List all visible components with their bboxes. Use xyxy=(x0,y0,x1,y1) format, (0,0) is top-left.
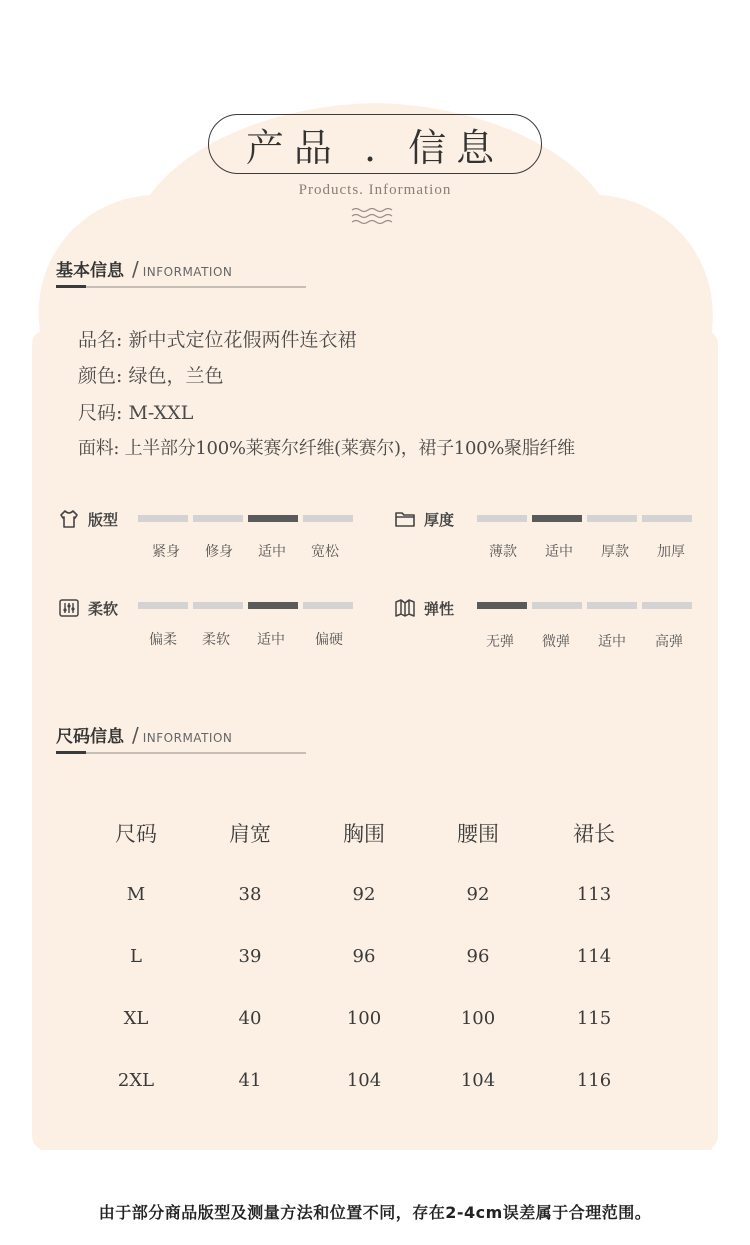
scale-bar xyxy=(193,602,243,609)
scale-option: 适中 xyxy=(258,544,286,560)
scale-option: 无弹 xyxy=(486,634,514,650)
table-cell: 100 xyxy=(346,1008,382,1029)
table-header: 肩宽 xyxy=(229,822,271,846)
info-value: 上半部分100%莱赛尔纤维(莱赛尔)，裙子100%聚脂纤维 xyxy=(124,438,575,459)
info-value: 新中式定位花假两件连衣裙 xyxy=(128,329,357,351)
scale-option: 宽松 xyxy=(311,544,339,560)
scale-bar-selected xyxy=(477,602,527,609)
table-cell: 40 xyxy=(238,1008,262,1029)
scale-bar xyxy=(477,515,527,522)
info-row-color xyxy=(78,361,223,388)
scale-bar-selected xyxy=(248,515,298,522)
heading-slash: / xyxy=(132,723,139,747)
scale-option: 适中 xyxy=(257,632,285,648)
table-cell: 114 xyxy=(576,946,612,967)
basic-info-subtitle: INFORMATION xyxy=(142,265,233,279)
info-label: 品名: xyxy=(78,329,123,351)
scale-elasticity-label: 弹性 xyxy=(424,599,455,618)
scale-bar-selected xyxy=(248,602,298,609)
table-cell: 104 xyxy=(460,1070,496,1091)
table-cell: 38 xyxy=(238,884,262,905)
table-cell: 113 xyxy=(576,884,612,905)
scale-option: 适中 xyxy=(545,544,573,560)
scale-option: 偏硬 xyxy=(315,632,343,648)
table-header: 裙长 xyxy=(573,822,615,846)
table-header: 胸围 xyxy=(343,822,385,846)
size-info-divider xyxy=(56,752,306,754)
scale-bar xyxy=(587,602,637,609)
stretch-icon xyxy=(394,597,416,619)
basic-info-heading xyxy=(56,256,232,281)
scale-elasticity xyxy=(394,597,454,619)
info-row-fabric xyxy=(78,434,575,460)
scale-bar xyxy=(138,602,188,609)
scale-option: 加厚 xyxy=(657,544,685,560)
scale-bar xyxy=(532,602,582,609)
scale-option: 微弹 xyxy=(542,634,570,650)
sliders-icon xyxy=(58,597,80,619)
table-cell: 2XL xyxy=(117,1070,155,1091)
scale-elasticity-bars xyxy=(477,602,697,652)
scale-option: 薄款 xyxy=(489,544,517,560)
scale-option: 厚款 xyxy=(601,544,629,560)
info-label: 颜色: xyxy=(78,365,123,387)
table-cell: 100 xyxy=(460,1008,496,1029)
scale-fit-bars xyxy=(138,515,358,565)
table-cell: 92 xyxy=(352,884,376,905)
heading-slash: / xyxy=(132,257,139,281)
scale-option: 偏柔 xyxy=(149,632,177,648)
scale-thickness xyxy=(394,508,454,530)
scale-option: 柔软 xyxy=(202,632,230,648)
table-cell: XL xyxy=(123,1008,149,1029)
scale-softness-bars xyxy=(138,602,358,652)
wave-lines-icon xyxy=(351,206,399,226)
info-value: 绿色，兰色 xyxy=(128,365,224,387)
table-cell: 116 xyxy=(576,1070,612,1091)
shirt-icon xyxy=(58,508,80,530)
page-subtitle: Products. Information xyxy=(298,182,452,198)
scale-bar xyxy=(303,515,353,522)
table-cell: M xyxy=(126,884,146,905)
scale-softness xyxy=(58,597,118,619)
scale-bar xyxy=(587,515,637,522)
scale-fit-label: 版型 xyxy=(88,510,119,529)
table-cell: 39 xyxy=(238,946,262,967)
page-title: 产品 . 信息 xyxy=(208,114,542,174)
size-info-subtitle: INFORMATION xyxy=(142,731,233,745)
scale-option: 修身 xyxy=(205,544,233,560)
scale-bar xyxy=(138,515,188,522)
folder-icon xyxy=(394,508,416,530)
scale-bar xyxy=(642,602,692,609)
table-cell: L xyxy=(130,946,142,967)
scale-bar xyxy=(193,515,243,522)
table-cell: 96 xyxy=(352,946,376,967)
table-header: 腰围 xyxy=(457,822,499,846)
info-row-size xyxy=(78,398,193,425)
size-info-heading xyxy=(56,722,232,747)
info-label: 尺码: xyxy=(78,402,123,424)
table-cell: 115 xyxy=(576,1008,612,1029)
info-label: 面料: xyxy=(78,438,120,459)
info-row-name xyxy=(78,325,356,352)
scale-bar xyxy=(303,602,353,609)
scale-option: 紧身 xyxy=(152,544,180,560)
table-cell: 96 xyxy=(466,946,490,967)
scale-bar-selected xyxy=(532,515,582,522)
basic-info-title: 基本信息 xyxy=(56,261,124,281)
measurement-note: 由于部分商品版型及测量方法和位置不同，存在2-4cm误差属于合理范围。 xyxy=(98,1203,652,1222)
scale-softness-label: 柔软 xyxy=(88,599,119,618)
scale-fit xyxy=(58,508,118,530)
scale-option: 高弹 xyxy=(655,634,683,650)
table-cell: 92 xyxy=(466,884,490,905)
scale-option: 适中 xyxy=(598,634,626,650)
scale-thickness-bars xyxy=(477,515,697,565)
table-cell: 41 xyxy=(238,1070,262,1091)
table-header: 尺码 xyxy=(115,822,157,846)
table-cell: 104 xyxy=(346,1070,382,1091)
scale-bar xyxy=(642,515,692,522)
basic-info-divider xyxy=(56,286,306,288)
scale-thickness-label: 厚度 xyxy=(424,510,455,529)
size-info-title: 尺码信息 xyxy=(56,727,124,747)
info-value: M-XXL xyxy=(128,402,194,424)
